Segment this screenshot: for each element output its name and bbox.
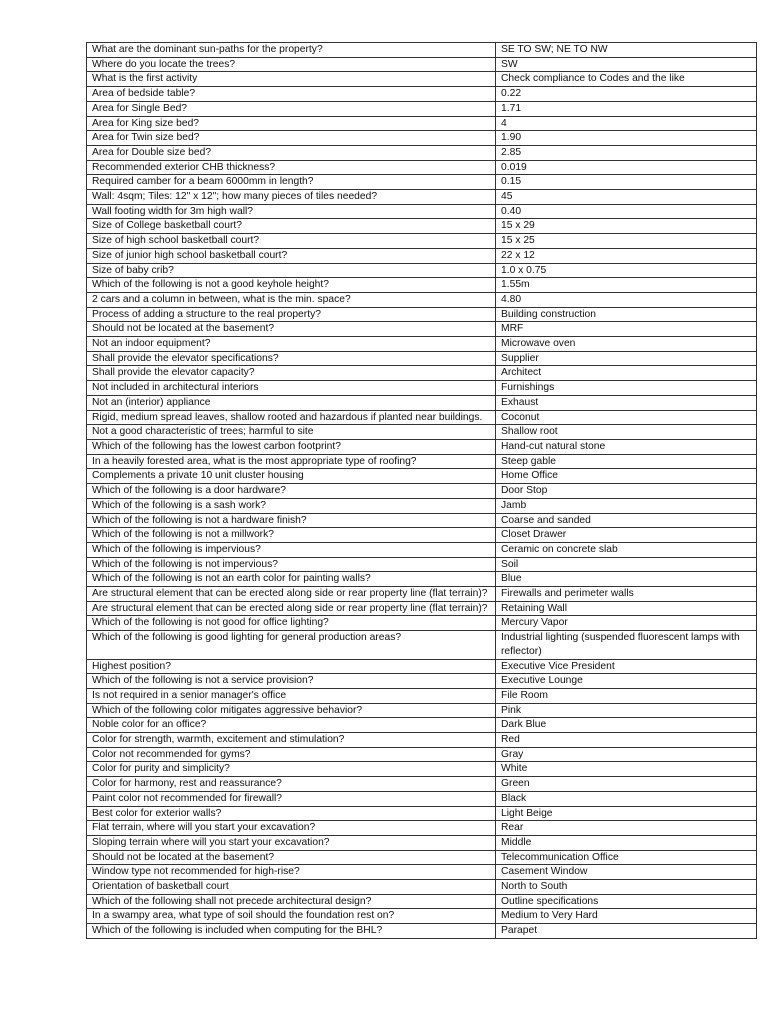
question-cell: Which of the following is a sash work?: [87, 498, 496, 513]
answer-cell: Black: [496, 791, 757, 806]
answer-cell: Hand-cut natural stone: [496, 439, 757, 454]
answer-cell: Firewalls and perimeter walls: [496, 587, 757, 602]
table-row: [87, 557, 757, 572]
table-row: [87, 850, 757, 865]
question-cell: Area for Twin size bed?: [87, 131, 496, 146]
question-cell: Area for Single Bed?: [87, 101, 496, 116]
answer-cell: Jamb: [496, 498, 757, 513]
question-cell: Shall provide the elevator specifications?: [87, 351, 496, 366]
answer-cell: Rear: [496, 821, 757, 836]
question-cell: Sloping terrain where will you start your excavation?: [87, 835, 496, 850]
table-row: [87, 43, 757, 58]
qa-table-body: [87, 43, 757, 939]
answer-cell: Medium to Very Hard: [496, 909, 757, 924]
answer-cell: Industrial lighting (suspended fluorescent lamps with reflector): [496, 631, 757, 659]
question-cell: Which of the following is impervious?: [87, 542, 496, 557]
question-cell: Window type not recommended for high-rise?: [87, 865, 496, 880]
table-row: [87, 292, 757, 307]
answer-cell: 4.80: [496, 292, 757, 307]
table-row: [87, 57, 757, 72]
answer-cell: Closet Drawer: [496, 528, 757, 543]
table-row: [87, 322, 757, 337]
table-row: [87, 791, 757, 806]
table-row: [87, 351, 757, 366]
answer-cell: 0.22: [496, 87, 757, 102]
question-cell: Should not be located at the basement?: [87, 322, 496, 337]
table-row: [87, 513, 757, 528]
answer-cell: Supplier: [496, 351, 757, 366]
question-cell: Are structural element that can be erected along side or rear property line (flat terrain)?: [87, 601, 496, 616]
answer-cell: Pink: [496, 703, 757, 718]
qa-table: [86, 42, 757, 939]
table-row: [87, 762, 757, 777]
answer-cell: 15 x 25: [496, 234, 757, 249]
answer-cell: 1.71: [496, 101, 757, 116]
answer-cell: File Room: [496, 688, 757, 703]
question-cell: In a heavily forested area, what is the most appropriate type of roofing?: [87, 454, 496, 469]
question-cell: 2 cars and a column in between, what is the min. space?: [87, 292, 496, 307]
question-cell: Noble color for an office?: [87, 718, 496, 733]
table-row: [87, 924, 757, 939]
answer-cell: Microwave oven: [496, 337, 757, 352]
question-cell: Area for King size bed?: [87, 116, 496, 131]
question-cell: Not an indoor equipment?: [87, 337, 496, 352]
answer-cell: Home Office: [496, 469, 757, 484]
table-row: [87, 219, 757, 234]
question-cell: Wall: 4sqm; Tiles: 12" x 12"; how many pieces of tiles needed?: [87, 190, 496, 205]
table-row: [87, 528, 757, 543]
answer-cell: 45: [496, 190, 757, 205]
answer-cell: Executive Lounge: [496, 674, 757, 689]
table-row: [87, 674, 757, 689]
table-row: [87, 234, 757, 249]
answer-cell: MRF: [496, 322, 757, 337]
question-cell: In a swampy area, what type of soil should the foundation rest on?: [87, 909, 496, 924]
table-row: [87, 616, 757, 631]
answer-cell: 0.15: [496, 175, 757, 190]
answer-cell: Soil: [496, 557, 757, 572]
table-row: [87, 87, 757, 102]
answer-cell: 4: [496, 116, 757, 131]
table-row: [87, 498, 757, 513]
answer-cell: Casement Window: [496, 865, 757, 880]
table-row: [87, 821, 757, 836]
table-row: [87, 688, 757, 703]
table-row: [87, 116, 757, 131]
question-cell: Size of high school basketball court?: [87, 234, 496, 249]
table-row: [87, 703, 757, 718]
answer-cell: Coconut: [496, 410, 757, 425]
table-row: [87, 337, 757, 352]
question-cell: Which of the following color mitigates aggressive behavior?: [87, 703, 496, 718]
question-cell: Which of the following has the lowest carbon footprint?: [87, 439, 496, 454]
question-cell: Which of the following is good lighting for general production areas?: [87, 631, 496, 659]
answer-cell: Steep gable: [496, 454, 757, 469]
question-cell: Not an (interior) appliance: [87, 395, 496, 410]
table-row: [87, 777, 757, 792]
question-cell: Area of bedside table?: [87, 87, 496, 102]
answer-cell: Check compliance to Codes and the like: [496, 72, 757, 87]
question-cell: Area for Double size bed?: [87, 145, 496, 160]
answer-cell: Dark Blue: [496, 718, 757, 733]
table-row: [87, 484, 757, 499]
table-row: [87, 72, 757, 87]
question-cell: Should not be located at the basement?: [87, 850, 496, 865]
question-cell: Is not required in a senior manager's office: [87, 688, 496, 703]
question-cell: Size of junior high school basketball court?: [87, 248, 496, 263]
question-cell: Shall provide the elevator capacity?: [87, 366, 496, 381]
question-cell: Rigid, medium spread leaves, shallow rooted and hazardous if planted near buildings.: [87, 410, 496, 425]
table-row: [87, 278, 757, 293]
question-cell: What are the dominant sun-paths for the property?: [87, 43, 496, 58]
table-row: [87, 572, 757, 587]
table-row: [87, 145, 757, 160]
answer-cell: Light Beige: [496, 806, 757, 821]
answer-cell: Coarse and sanded: [496, 513, 757, 528]
answer-cell: Executive Vice President: [496, 659, 757, 674]
answer-cell: Exhaust: [496, 395, 757, 410]
answer-cell: 1.55m: [496, 278, 757, 293]
answer-cell: Shallow root: [496, 425, 757, 440]
answer-cell: Telecommunication Office: [496, 850, 757, 865]
question-cell: Color for strength, warmth, excitement and stimulation?: [87, 733, 496, 748]
table-row: [87, 307, 757, 322]
answer-cell: Middle: [496, 835, 757, 850]
answer-cell: Gray: [496, 747, 757, 762]
answer-cell: 0.40: [496, 204, 757, 219]
question-cell: Flat terrain, where will you start your excavation?: [87, 821, 496, 836]
question-cell: Orientation of basketball court: [87, 880, 496, 895]
answer-cell: Mercury Vapor: [496, 616, 757, 631]
question-cell: Which of the following is not an earth color for painting walls?: [87, 572, 496, 587]
question-cell: Color for harmony, rest and reassurance?: [87, 777, 496, 792]
question-cell: Which of the following is not a service provision?: [87, 674, 496, 689]
question-cell: Complements a private 10 unit cluster housing: [87, 469, 496, 484]
question-cell: Not a good characteristic of trees; harmful to site: [87, 425, 496, 440]
question-cell: Highest position?: [87, 659, 496, 674]
question-cell: Which of the following is included when computing for the BHL?: [87, 924, 496, 939]
answer-cell: SW: [496, 57, 757, 72]
table-row: [87, 175, 757, 190]
question-cell: Color for purity and simplicity?: [87, 762, 496, 777]
answer-cell: 1.90: [496, 131, 757, 146]
table-row: [87, 865, 757, 880]
answer-cell: White: [496, 762, 757, 777]
table-row: [87, 806, 757, 821]
question-cell: Which of the following is not a millwork?: [87, 528, 496, 543]
answer-cell: Ceramic on concrete slab: [496, 542, 757, 557]
answer-cell: 1.0 x 0.75: [496, 263, 757, 278]
table-row: [87, 425, 757, 440]
question-cell: Required camber for a beam 6000mm in length?: [87, 175, 496, 190]
question-cell: Which of the following is a door hardware?: [87, 484, 496, 499]
question-cell: Color not recommended for gyms?: [87, 747, 496, 762]
table-row: [87, 587, 757, 602]
table-row: [87, 439, 757, 454]
table-row: [87, 469, 757, 484]
table-row: [87, 190, 757, 205]
table-row: [87, 131, 757, 146]
question-cell: Recommended exterior CHB thickness?: [87, 160, 496, 175]
table-row: [87, 160, 757, 175]
answer-cell: Door Stop: [496, 484, 757, 499]
question-cell: Which of the following is not a good keyhole height?: [87, 278, 496, 293]
table-row: [87, 733, 757, 748]
table-row: [87, 410, 757, 425]
question-cell: What is the first activity: [87, 72, 496, 87]
answer-cell: Building construction: [496, 307, 757, 322]
table-row: [87, 631, 757, 659]
question-cell: Wall footing width for 3m high wall?: [87, 204, 496, 219]
table-row: [87, 880, 757, 895]
question-cell: Where do you locate the trees?: [87, 57, 496, 72]
table-row: [87, 263, 757, 278]
table-row: [87, 542, 757, 557]
table-row: [87, 204, 757, 219]
table-row: [87, 454, 757, 469]
answer-cell: SE TO SW; NE TO NW: [496, 43, 757, 58]
question-cell: Which of the following is not impervious?: [87, 557, 496, 572]
answer-cell: 0.019: [496, 160, 757, 175]
answer-cell: Outline specifications: [496, 894, 757, 909]
table-row: [87, 248, 757, 263]
question-cell: Size of baby crib?: [87, 263, 496, 278]
question-cell: Size of College basketball court?: [87, 219, 496, 234]
answer-cell: Green: [496, 777, 757, 792]
question-cell: Process of adding a structure to the real property?: [87, 307, 496, 322]
table-row: [87, 747, 757, 762]
question-cell: Paint color not recommended for firewall?: [87, 791, 496, 806]
table-row: [87, 101, 757, 116]
table-row: [87, 894, 757, 909]
question-cell: Are structural element that can be erected along side or rear property line (flat terrain)?: [87, 587, 496, 602]
answer-cell: Blue: [496, 572, 757, 587]
answer-cell: 22 x 12: [496, 248, 757, 263]
table-row: [87, 601, 757, 616]
answer-cell: North to South: [496, 880, 757, 895]
table-row: [87, 718, 757, 733]
question-cell: Not included in architectural interiors: [87, 381, 496, 396]
question-cell: Which of the following is not good for office lighting?: [87, 616, 496, 631]
answer-cell: 15 x 29: [496, 219, 757, 234]
answer-cell: Retaining Wall: [496, 601, 757, 616]
question-cell: Which of the following is not a hardware finish?: [87, 513, 496, 528]
answer-cell: Red: [496, 733, 757, 748]
table-row: [87, 381, 757, 396]
table-row: [87, 366, 757, 381]
table-row: [87, 909, 757, 924]
answer-cell: Parapet: [496, 924, 757, 939]
answer-cell: Architect: [496, 366, 757, 381]
table-row: [87, 835, 757, 850]
table-row: [87, 659, 757, 674]
table-row: [87, 395, 757, 410]
answer-cell: 2.85: [496, 145, 757, 160]
question-cell: Which of the following shall not precede architectural design?: [87, 894, 496, 909]
answer-cell: Furnishings: [496, 381, 757, 396]
question-cell: Best color for exterior walls?: [87, 806, 496, 821]
